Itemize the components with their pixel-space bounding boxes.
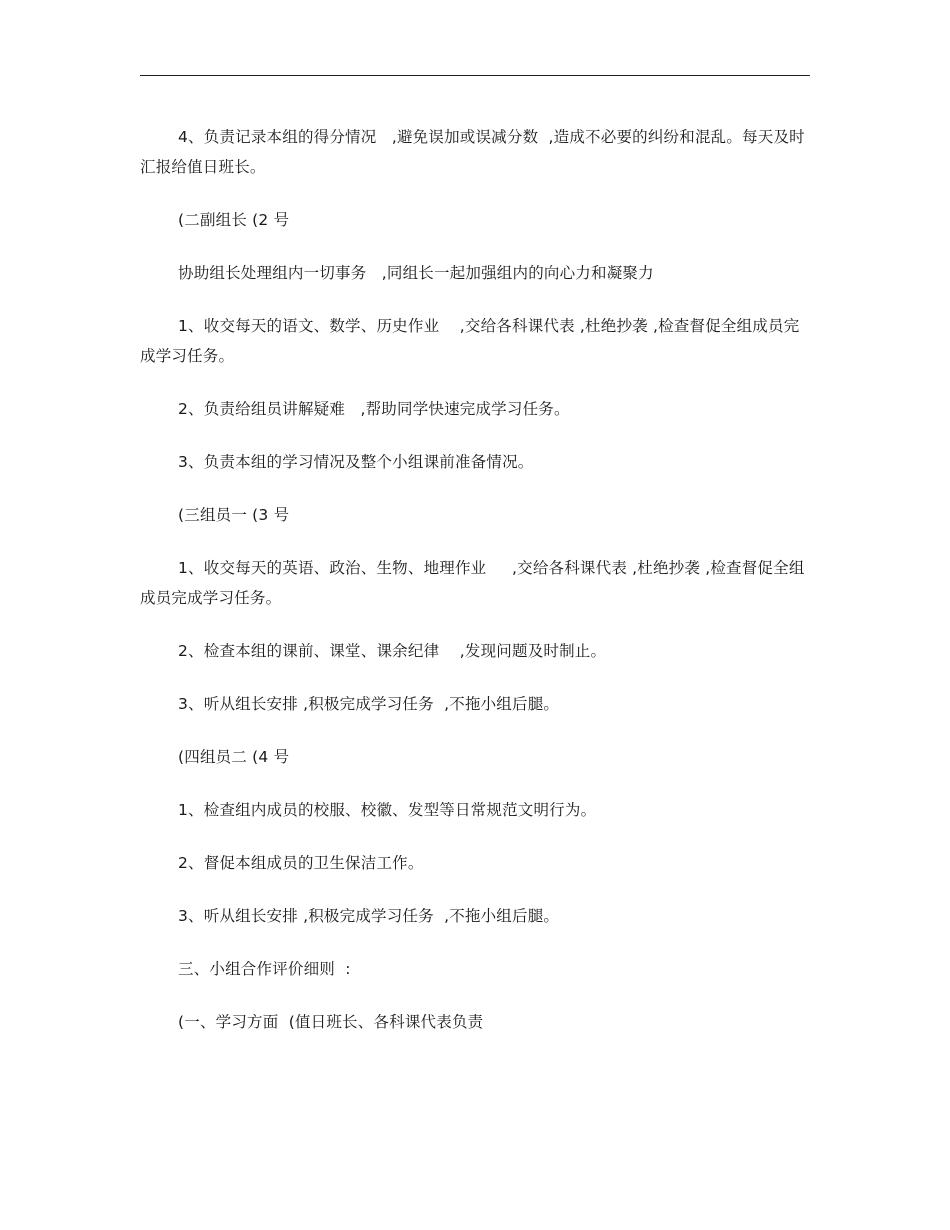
- section-heading-study-aspect: (一、学习方面 (值日班长、各科课代表负责: [178, 1013, 484, 1031]
- paragraph-member-two-item-1: 1、检查组内成员的校服、校徽、发型等日常规范文明行为。: [178, 801, 597, 819]
- paragraph-vice-leader-item-2: 2、负责给组员讲解疑难 ,帮助同学快速完成学习任务。: [178, 400, 570, 418]
- document-body: [140, 122, 810, 1060]
- paragraph-member-one-item-1: 1、收交每天的英语、政治、生物、地理作业 ,交给各科课代表 ,杜绝抄袭 ,检查督促全组成员完成学习任务。: [140, 559, 805, 607]
- section-heading-member-one: (三组员一 (3 号: [178, 506, 290, 524]
- paragraph-member-two-item-3: 3、听从组长安排 ,积极完成学习任务 ,不拖小组后腿。: [178, 907, 560, 925]
- paragraph-member-one-item-2: 2、检查本组的课前、课堂、课余纪律 ,发现问题及时制止。: [178, 642, 607, 660]
- paragraph-vice-leader-item-3: 3、负责本组的学习情况及整个小组课前准备情况。: [178, 453, 534, 471]
- paragraph-vice-leader-item-1: 1、收交每天的语文、数学、历史作业 ,交给各科课代表 ,杜绝抄袭 ,检查督促全组成员完成学习任务。: [140, 317, 800, 365]
- section-heading-vice-leader: (二副组长 (2 号: [178, 211, 290, 229]
- section-heading-member-two: (四组员二 (4 号: [178, 748, 290, 766]
- paragraph-member-one-item-3: 3、听从组长安排 ,积极完成学习任务 ,不拖小组后腿。: [178, 695, 560, 713]
- section-heading-evaluation-rules: 三、小组合作评价细则 :: [178, 960, 351, 978]
- header-rule: [140, 75, 810, 76]
- paragraph-item-4-score-record: 4、负责记录本组的得分情况 ,避免误加或误减分数 ,造成不必要的纠纷和混乱。每天及时汇报给值日班长。: [140, 128, 805, 176]
- paragraph-vice-leader-duty: 协助组长处理组内一切事务 ,同组长一起加强组内的向心力和凝聚力: [178, 264, 654, 282]
- paragraph-member-two-item-2: 2、督促本组成员的卫生保洁工作。: [178, 854, 424, 872]
